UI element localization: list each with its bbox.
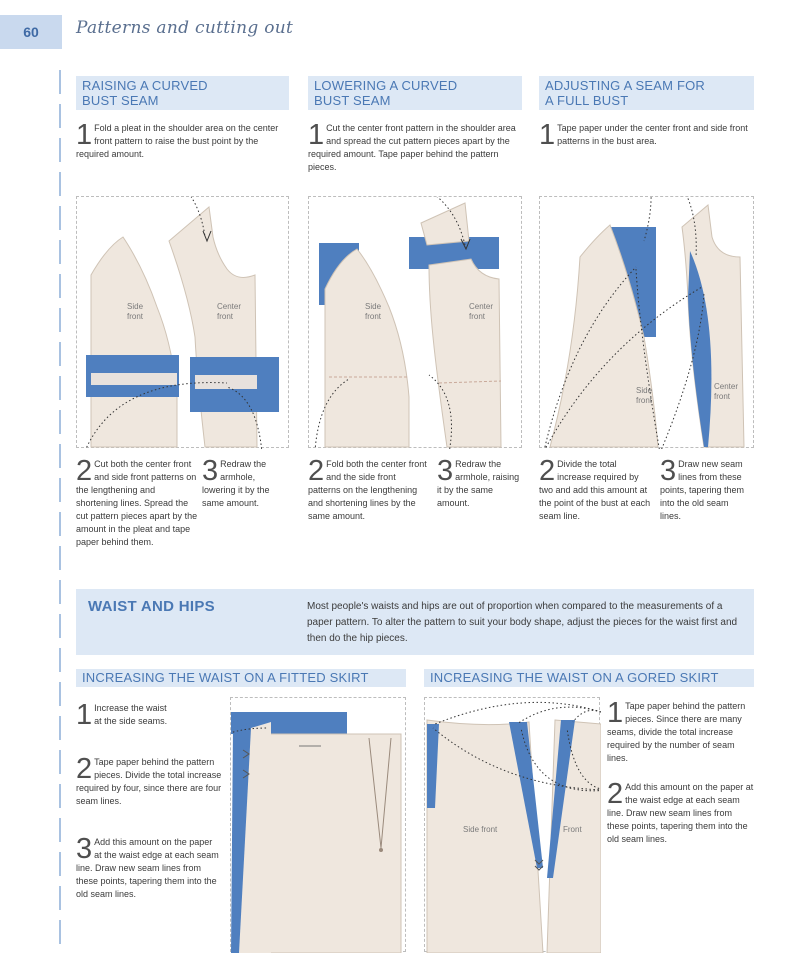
margin-rule <box>59 138 61 162</box>
step-2-fitted <box>76 753 224 808</box>
bodice-pattern-illustration <box>309 197 523 449</box>
step-3-adjusting <box>660 455 752 523</box>
step-text: Cut both the center front and side front patterns on the lengthening and shortening lines. Spread the cut pattern pieces apart by the amount in the pleat and tape paper behind them. <box>76 459 198 547</box>
page-number: 60 <box>23 24 39 40</box>
label-side-2: front <box>365 312 382 321</box>
step-text: Tape paper under the center front and side front patterns in the bust area. <box>557 123 748 146</box>
step-text: Tape paper behind the pattern pieces. Since there are many seams, divide the total increase required by the number of seam lines. <box>607 701 746 763</box>
margin-rule <box>59 274 61 298</box>
step-number: 3 <box>660 455 677 487</box>
step-number: 3 <box>202 455 219 487</box>
section-heading-full-bust <box>539 76 754 110</box>
margin-rule <box>59 818 61 842</box>
chapter-title: Patterns and cutting out <box>76 18 294 38</box>
bodice-pattern-illustration <box>77 197 290 449</box>
section-heading-fitted-skirt <box>76 669 406 687</box>
step-text: Increase the waist at the side seams. <box>94 703 168 726</box>
margin-rule <box>59 172 61 196</box>
label-center: Center <box>469 302 494 311</box>
label-center-2: front <box>217 312 234 321</box>
step-number: 1 <box>308 119 325 151</box>
heading-line: BUST SEAM <box>82 93 159 108</box>
illustration-gored-skirt <box>424 697 600 952</box>
waist-hips-heading: WAIST AND HIPS <box>88 598 215 615</box>
heading-line: A FULL BUST <box>545 93 629 108</box>
label-side-2: front <box>636 396 653 405</box>
step-text: Add this amount on the paper at the waist edge at each seam line. Draw new seam lines from these points, tapering them into the old seam lines. <box>607 782 754 844</box>
step-3-raising <box>202 455 286 510</box>
margin-rule <box>59 240 61 264</box>
heading-line: INCREASING THE WAIST ON A FITTED SKIRT <box>82 670 369 685</box>
step-text: Cut the center front pattern in the shoulder area and spread the cut pattern pieces apart by the required amount. Tape paper behind the pattern pieces. <box>308 123 516 172</box>
illustration-fitted-skirt <box>230 697 406 952</box>
illustration-lowering-bust-seam <box>308 196 522 448</box>
heading-line: RAISING A CURVED <box>82 78 208 93</box>
label-side: Side <box>127 302 144 311</box>
step-3-lowering <box>437 455 521 510</box>
step-text: Fold both the center front and the side front patterns on the lengthening and shortening lines by the same amount. <box>308 459 427 521</box>
heading-line: INCREASING THE WAIST ON A GORED SKIRT <box>430 670 719 685</box>
margin-rule <box>59 512 61 536</box>
step-number: 1 <box>76 119 93 151</box>
label-center: Center <box>217 302 242 311</box>
margin-rule <box>59 852 61 876</box>
margin-rule <box>59 886 61 910</box>
step-number: 3 <box>76 833 93 865</box>
skirt-pattern-illustration <box>425 698 601 953</box>
illustration-raising-bust-seam <box>76 196 289 448</box>
margin-rule <box>59 104 61 128</box>
margin-rule <box>59 478 61 502</box>
step-1-adjusting <box>539 119 752 151</box>
step-1-raising <box>76 119 286 161</box>
margin-rule <box>59 206 61 230</box>
step-text: Draw new seam lines from these points, tapering them into the old seam lines. <box>660 459 745 521</box>
step-number: 1 <box>539 119 556 151</box>
margin-rule <box>59 546 61 570</box>
step-2-raising <box>76 455 198 549</box>
label-side: Side <box>636 386 653 395</box>
margin-rule <box>59 70 61 94</box>
step-text: Add this amount on the paper at the waist edge at each seam line. Draw new seam lines from these points, tapering them into the old seam lines. <box>76 837 219 899</box>
label-side-2: front <box>127 312 144 321</box>
step-number: 1 <box>607 697 624 729</box>
step-1-lowering <box>308 119 520 174</box>
margin-rule <box>59 342 61 366</box>
label-center: Center <box>714 382 739 391</box>
step-2-gored <box>607 778 755 846</box>
step-text: Tape paper behind the pattern pieces. Divide the total increase required by four, since there are four seam lines. <box>76 757 222 806</box>
margin-rule <box>59 682 61 706</box>
step-1-gored <box>607 697 755 765</box>
margin-rule <box>59 920 61 944</box>
margin-rule <box>59 784 61 808</box>
step-text: Redraw the armhole, raising it by the same amount. <box>437 459 520 508</box>
margin-rule <box>59 716 61 740</box>
illustration-full-bust <box>539 196 754 448</box>
label-side-front: Side front <box>463 825 498 834</box>
label-center-2: front <box>469 312 486 321</box>
bodice-pattern-illustration <box>540 197 755 449</box>
waist-hips-intro: Most people's waists and hips are out of proportion when compared to the measurements of a paper pattern. To alter the pattern to suit your body shape, adjust the pieces for the waist first and then do the hip pieces. <box>307 601 738 644</box>
section-heading-lowering-bust-seam <box>308 76 522 110</box>
step-number: 2 <box>308 455 325 487</box>
margin-rule <box>59 648 61 672</box>
margin-rule <box>59 308 61 332</box>
label-side: Side <box>365 302 382 311</box>
heading-line: LOWERING A CURVED <box>314 78 458 93</box>
margin-rule <box>59 444 61 468</box>
margin-rule <box>59 376 61 400</box>
step-number: 2 <box>76 753 93 785</box>
margin-rule <box>59 614 61 638</box>
step-number: 2 <box>539 455 556 487</box>
step-text: Divide the total increase required by two and add this amount at the point of the bust at each seam line. <box>539 459 651 521</box>
step-number: 2 <box>76 455 93 487</box>
heading-line: BUST SEAM <box>314 93 391 108</box>
heading-line: ADJUSTING A SEAM FOR <box>545 78 706 93</box>
step-2-adjusting <box>539 455 651 523</box>
step-3-fitted <box>76 833 222 901</box>
margin-rule <box>59 580 61 604</box>
step-text: Redraw the armhole, lowering it by the same amount. <box>202 459 270 508</box>
skirt-pattern-illustration <box>231 698 407 953</box>
step-1-fitted <box>76 699 176 731</box>
step-number: 3 <box>437 455 454 487</box>
step-number: 1 <box>76 699 93 731</box>
section-heading-raising-bust-seam <box>76 76 289 110</box>
margin-rule <box>59 750 61 774</box>
step-number: 2 <box>607 778 624 810</box>
label-center-2: front <box>714 392 731 401</box>
step-2-lowering <box>308 455 430 523</box>
step-text: Fold a pleat in the shoulder area on the center front pattern to raise the bust point by the required amount. <box>76 123 279 159</box>
margin-rule <box>59 410 61 434</box>
section-heading-gored-skirt <box>424 669 754 687</box>
label-front: Front <box>563 825 582 834</box>
